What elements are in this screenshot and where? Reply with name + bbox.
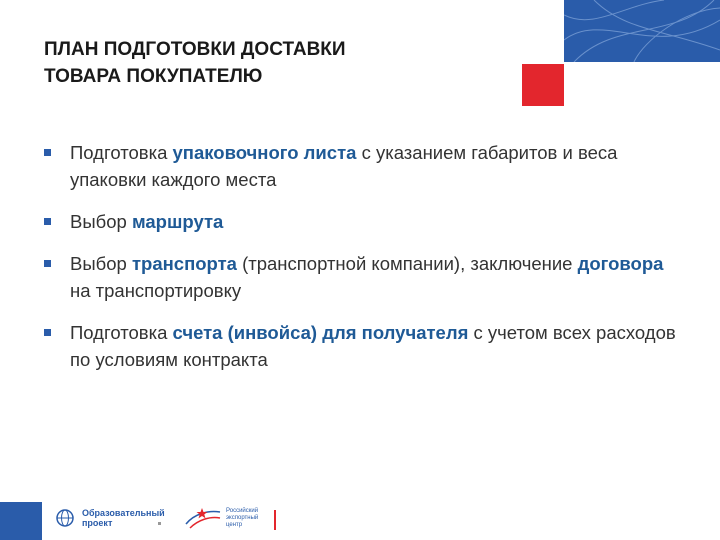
decorative-lines-icon: [564, 0, 720, 62]
bullet-text: Выбор: [70, 253, 132, 274]
footer-logo-educational-project: [56, 508, 165, 528]
bullet-item: [44, 319, 684, 373]
bullet-text: Подготовка: [70, 322, 173, 343]
footer-divider: [274, 510, 276, 530]
logo-one-text: [82, 508, 165, 528]
bullet-highlight-text: маршрута: [131, 211, 224, 232]
bullet-highlight-text: упаковочного листа: [172, 142, 357, 163]
bullet-text: Подготовка: [70, 142, 173, 163]
square-bullet-icon: [44, 218, 51, 225]
title-line-1: ПЛАН ПОДГОТОВКИ ДОСТАВКИ: [44, 39, 346, 60]
logo-two-line-2: экспортный: [226, 514, 259, 521]
logo-one-line-2: проект: [82, 518, 113, 528]
globe-emblem-icon: [56, 509, 74, 527]
square-bullet-icon: [44, 149, 51, 156]
square-bullet-icon: [44, 329, 51, 336]
star-swoosh-emblem-icon: [184, 506, 222, 530]
slide-title: [44, 36, 504, 90]
logo-two-text: [226, 508, 258, 529]
bullet-text: с указанием габаритов и веса упаковки каждого места: [70, 142, 618, 190]
footer-logo-export-center: [184, 506, 258, 530]
bullet-highlight-text: договора: [577, 253, 664, 274]
bullet-item: [44, 139, 684, 193]
title-line-2: ТОВАРА ПОКУПАТЕЛЮ: [44, 66, 263, 87]
decorative-footer-bar: [0, 502, 42, 540]
bullet-list: [44, 139, 684, 388]
logo-one-line-1: Образовательный: [82, 508, 165, 518]
decorative-blue-square: [564, 0, 720, 62]
bullet-text: с учетом всех расходов по условиям контракта: [70, 322, 676, 370]
bullet-highlight-text: счета (инвойса) для получателя: [172, 322, 469, 343]
bullet-text: (транспортной компании), заключение: [236, 253, 578, 274]
logo-two-line-3: центр: [226, 521, 243, 528]
decorative-red-square: [522, 64, 564, 106]
bullet-highlight-text: транспорта: [131, 253, 237, 274]
bullet-item: [44, 250, 684, 304]
square-bullet-icon: [44, 260, 51, 267]
logo-two-line-1: Российский: [226, 507, 259, 514]
bullet-text: Выбор: [70, 211, 132, 232]
bullet-text: на транспортировку: [70, 280, 242, 301]
decorative-dot: [158, 522, 161, 525]
bullet-item: [44, 208, 684, 235]
